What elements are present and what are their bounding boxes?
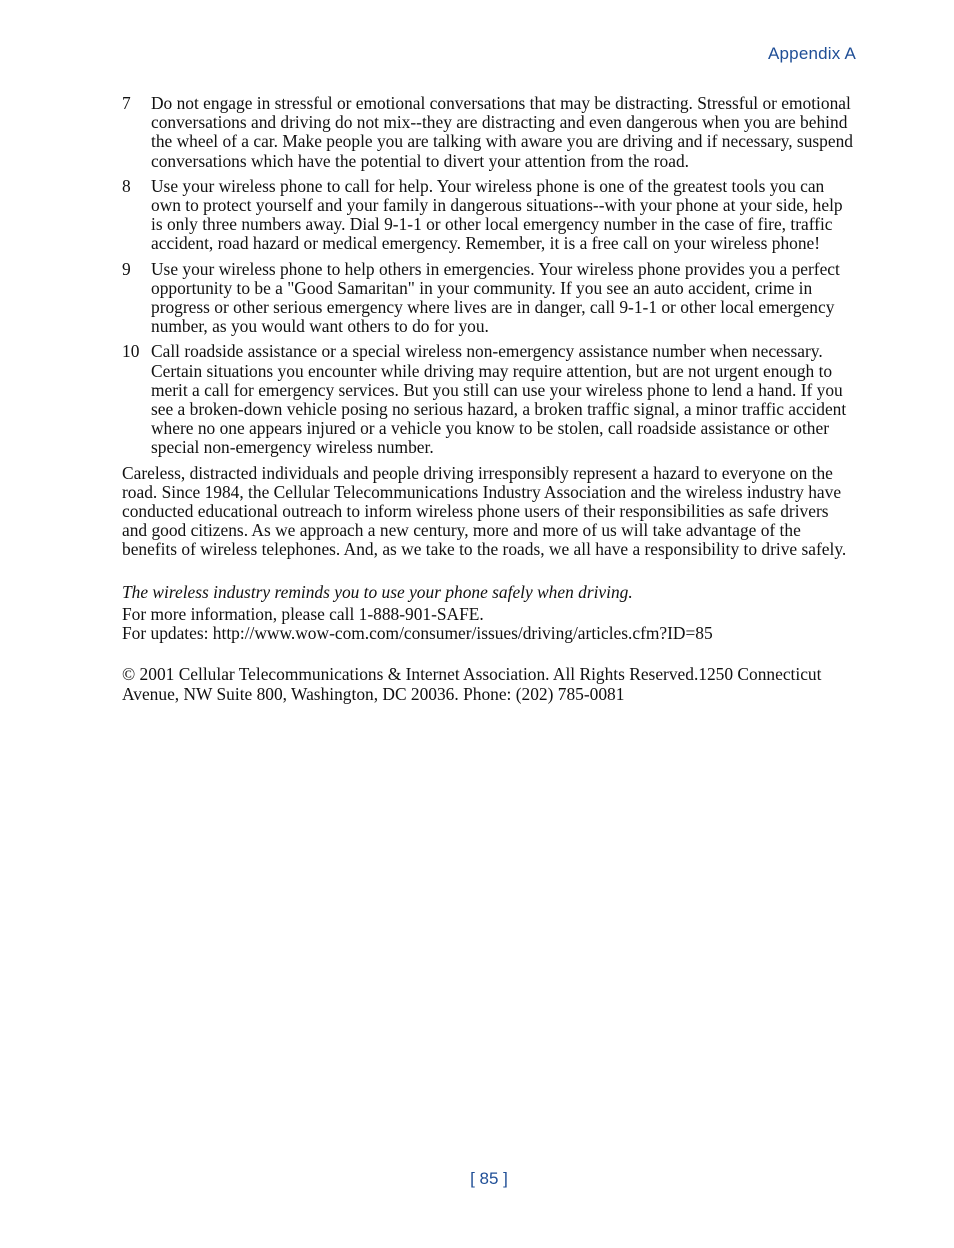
safety-reminder: The wireless industry reminds you to use your phone safely when driving. [122,581,633,602]
page-number: [ 85 ] [470,1169,508,1188]
list-item-text: Do not engage in stressful or emotional conversations that may be distracting. Stressful or emotional conversations and driving do not mix--they are distracting and even dangerous when you are behind the wheel of a car. Make people you are talking with aware you are driving and if necessary, suspend conversations which have the potential to divert your attention from the road. [151,93,853,171]
list-item-number: 9 [122,258,131,279]
list-item-text: Use your wireless phone to call for help. Your wireless phone is one of the greatest tools you can own to protect yourself and your family in dangerous situations--with your phone at your side, help is only three numbers away. Dial 9-1-1 or other local emergency number in the case of fire, traffic accident, road hazard or medical emergency. Remember, it is a free call on your wireless phone! [151,175,843,254]
list-item [122,177,856,254]
body-paragraph: Careless, distracted individuals and people driving irresponsibly represent a hazard to everyone on the road. Since 1984, the Cellular Telecommunications Industry Association and the wireless industry have conducted educational outreach to inform wireless phone users of their responsibilities as safe drivers and good citizens. As we approach a new century, more and more of us will take advantage of the benefits of wireless telephones. And, as we take to the roads, we all have a responsibility to drive safely. [122,462,847,560]
list-item-text: Call roadside assistance or a special wireless non-emergency assistance number when necessary. Certain situations you encounter while driving may require attention, but are not urgent enough to merit a call for emergency services. But you still can use your wireless phone to lend a hand. If you see a broken-down vehicle posing no serious hazard, a broken traffic signal, a minor traffic accident where no one appears injured or a vehicle you know to be stolen, call roadside assistance or other special non-emergency wireless number. [151,341,847,458]
list-item-number: 7 [122,93,131,113]
info-updates-line: For updates: http://www.wow-com.com/consumer/issues/driving/articles.cfm?ID=85 [122,623,713,644]
list-item [122,342,856,457]
list-item-number: 10 [122,341,140,362]
list-item-number: 8 [122,175,131,196]
list-item-text: Use your wireless phone to help others in emergencies. Your wireless phone provides you a perfect opportunity to be a "Good Samaritan" in your community. If you see an auto accident, crime in progress or other serious emergency where lives are in danger, call 9-1-1 or other local emergency number, as you would want others to do for you. [151,258,840,337]
info-call-line: For more information, please call 1-888-901-SAFE. [122,603,484,624]
list-item [122,260,856,337]
copyright-notice: © 2001 Cellular Telecommunications & Internet Association. All Rights Reserved.1250 Connecticut Avenue, NW Suite 800, Washington, DC 20036. Phone: (202) 785-0081 [122,664,822,705]
page-content [122,94,856,704]
list-item [122,94,856,171]
section-header: Appendix A [767,44,856,63]
